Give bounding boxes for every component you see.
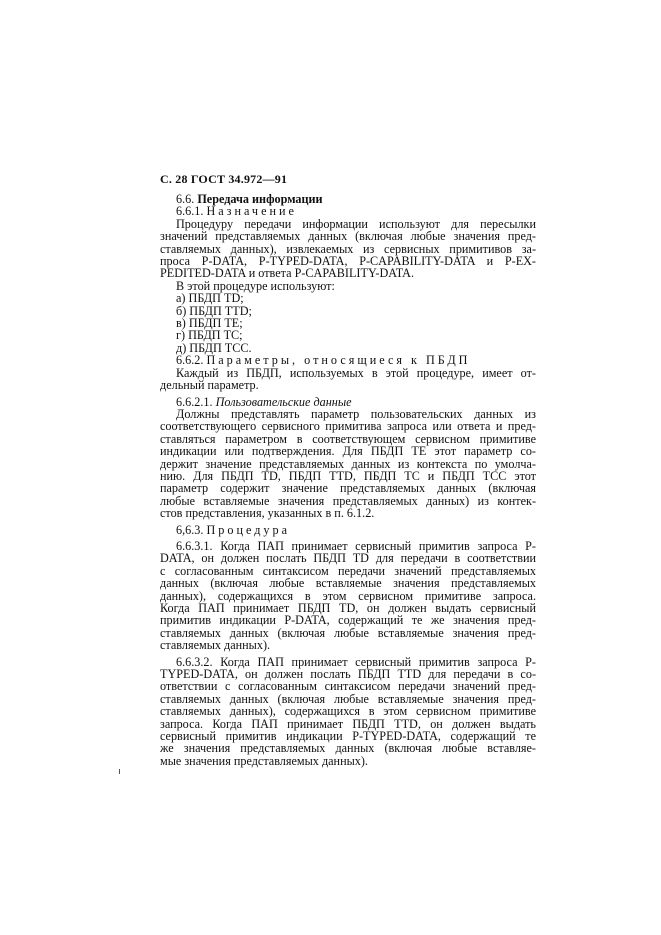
text-line: параметр содержит значение представляемых данных (включая — [160, 481, 536, 496]
section-title: Назначение — [206, 204, 297, 219]
scan-mark — [119, 769, 120, 774]
text-line: дельный параметр. — [160, 378, 259, 393]
section-6-6-2-heading — [160, 354, 536, 366]
list-item: в) ПБДП TE; — [176, 316, 243, 331]
text-line: запроса. Когда ПАП принимает ПБДП TTD, он должен выдать — [160, 716, 536, 731]
section-title: Передача информации — [197, 192, 323, 206]
section-title: Пользовательские данные — [215, 394, 352, 409]
text-line: ответствии с согласованным синтаксисом передачи значений пред- — [160, 679, 536, 694]
document-body — [160, 193, 536, 767]
text-line: 6.6.3.2. Когда ПАП принимает сервисный примитив запроса P- — [176, 654, 536, 669]
text-line: данных (включая любые вставляемые значения представляемых — [160, 576, 536, 591]
list-intro: В этой процедуре используют: — [176, 278, 335, 293]
paragraph-parameters — [160, 367, 536, 392]
text-line: TYPED-DATA, он должен послать ПБДП TTD для передачи в со- — [160, 667, 536, 682]
text-line: нию. Для ПБДП TD, ПБДП TTD, ПБДП TC и ПБДП TCC этот — [160, 468, 536, 483]
section-number: 6.6.2.1. — [176, 394, 213, 409]
text-line: примитив индикации P-DATA, содержащий те же значения пред- — [160, 613, 536, 628]
text-line: мые значения представляемых данных). — [160, 753, 368, 768]
text-line: соответствующего сервисного примитива запроса или ответа и пред- — [160, 419, 536, 434]
text-line: 6.6.3.1. Когда ПАП принимает сервисный примитив запроса P- — [176, 538, 536, 553]
text-line: держит значение представляемых данных из контекста по умолча- — [160, 456, 536, 471]
section-number: 6,6.3. — [176, 522, 204, 537]
list-item: а) ПБДП TD; — [176, 291, 244, 306]
paragraph-user-data — [160, 408, 536, 520]
text-line: DATA, он должен послать ПБДП TD для передачи в соответствии — [160, 551, 536, 566]
text-line: стов представления, указанных в п. 6.1.2. — [160, 506, 375, 521]
text-line: Каждый из ПБДП, используемых в этой процедуре, имеет от- — [176, 365, 536, 380]
text-line: с согласованным синтаксисом передачи значений представляемых — [160, 563, 536, 578]
text-line: индикации или подтверждения. Для ПБДП TE этот параметр со- — [160, 444, 536, 459]
paragraph-6-6-3-2 — [160, 656, 536, 768]
text-line: Когда ПАП принимает ПБДП TD, он должен выдать сервисный — [160, 601, 536, 615]
text-line: ставляемых данных). — [160, 638, 271, 653]
text-line: же значения представляемых данных (включая любые вставляе- — [160, 741, 536, 756]
list-item: б) ПБДП TTD; — [176, 303, 252, 318]
list-item: г) ПБДП TC; — [176, 328, 243, 343]
section-number: 6.6.2. — [176, 353, 204, 368]
paragraph-6-6-3-1 — [160, 540, 536, 652]
text-line: PEDITED-DATA и ответа P-CAPABILITY-DATA. — [160, 266, 415, 281]
paragraph-purpose — [160, 218, 536, 280]
text-line: сервисный примитив индикации P-TYPED-DATA, содержащий те — [160, 729, 536, 744]
text-line: Процедуру передачи информации используют для пересылки — [176, 216, 536, 231]
section-number: 6.6.1. — [176, 204, 204, 219]
text-line: ставляться параметром в соответствующем сервисном примитиве — [160, 431, 536, 446]
text-line: ставляемых данных (включая любые вставляемые значения пред- — [160, 691, 536, 706]
section-6-6-3-heading — [160, 524, 536, 536]
text-line: любые вставляемые значения представляемых данных) из контек- — [160, 493, 536, 508]
text-line: Должны представлять параметр пользовательских данных из — [176, 406, 536, 421]
text-line: ставляемых данных), содержащихся в этом сервисном примитиве — [160, 704, 536, 719]
section-number: 6.6. — [176, 192, 195, 206]
text-line: ставляемых данных (включая любые вставляемые значения пред- — [160, 625, 536, 640]
text-line: значений представляемых данных (включая любые значения пред- — [160, 229, 536, 244]
text-line: ставляемых данных), извлекаемых из сервисных примитивов за- — [160, 241, 536, 256]
page-header: С. 28 ГОСТ 34.972—91 — [160, 172, 288, 186]
list-item: д) ПБДП TCC. — [176, 340, 252, 355]
section-title: Процедура — [206, 522, 291, 537]
section-title: Параметры, относящиеся к ПБДП — [206, 353, 471, 368]
pdu-list — [160, 292, 536, 354]
text-line: данных), содержащихся в этом сервисном примитиве запроса. — [160, 588, 536, 603]
section-6-6-1-heading — [160, 205, 536, 217]
text-line: проса P-DATA, P-TYPED-DATA, P-CAPABILITY-DATA и P-EX- — [160, 254, 536, 269]
